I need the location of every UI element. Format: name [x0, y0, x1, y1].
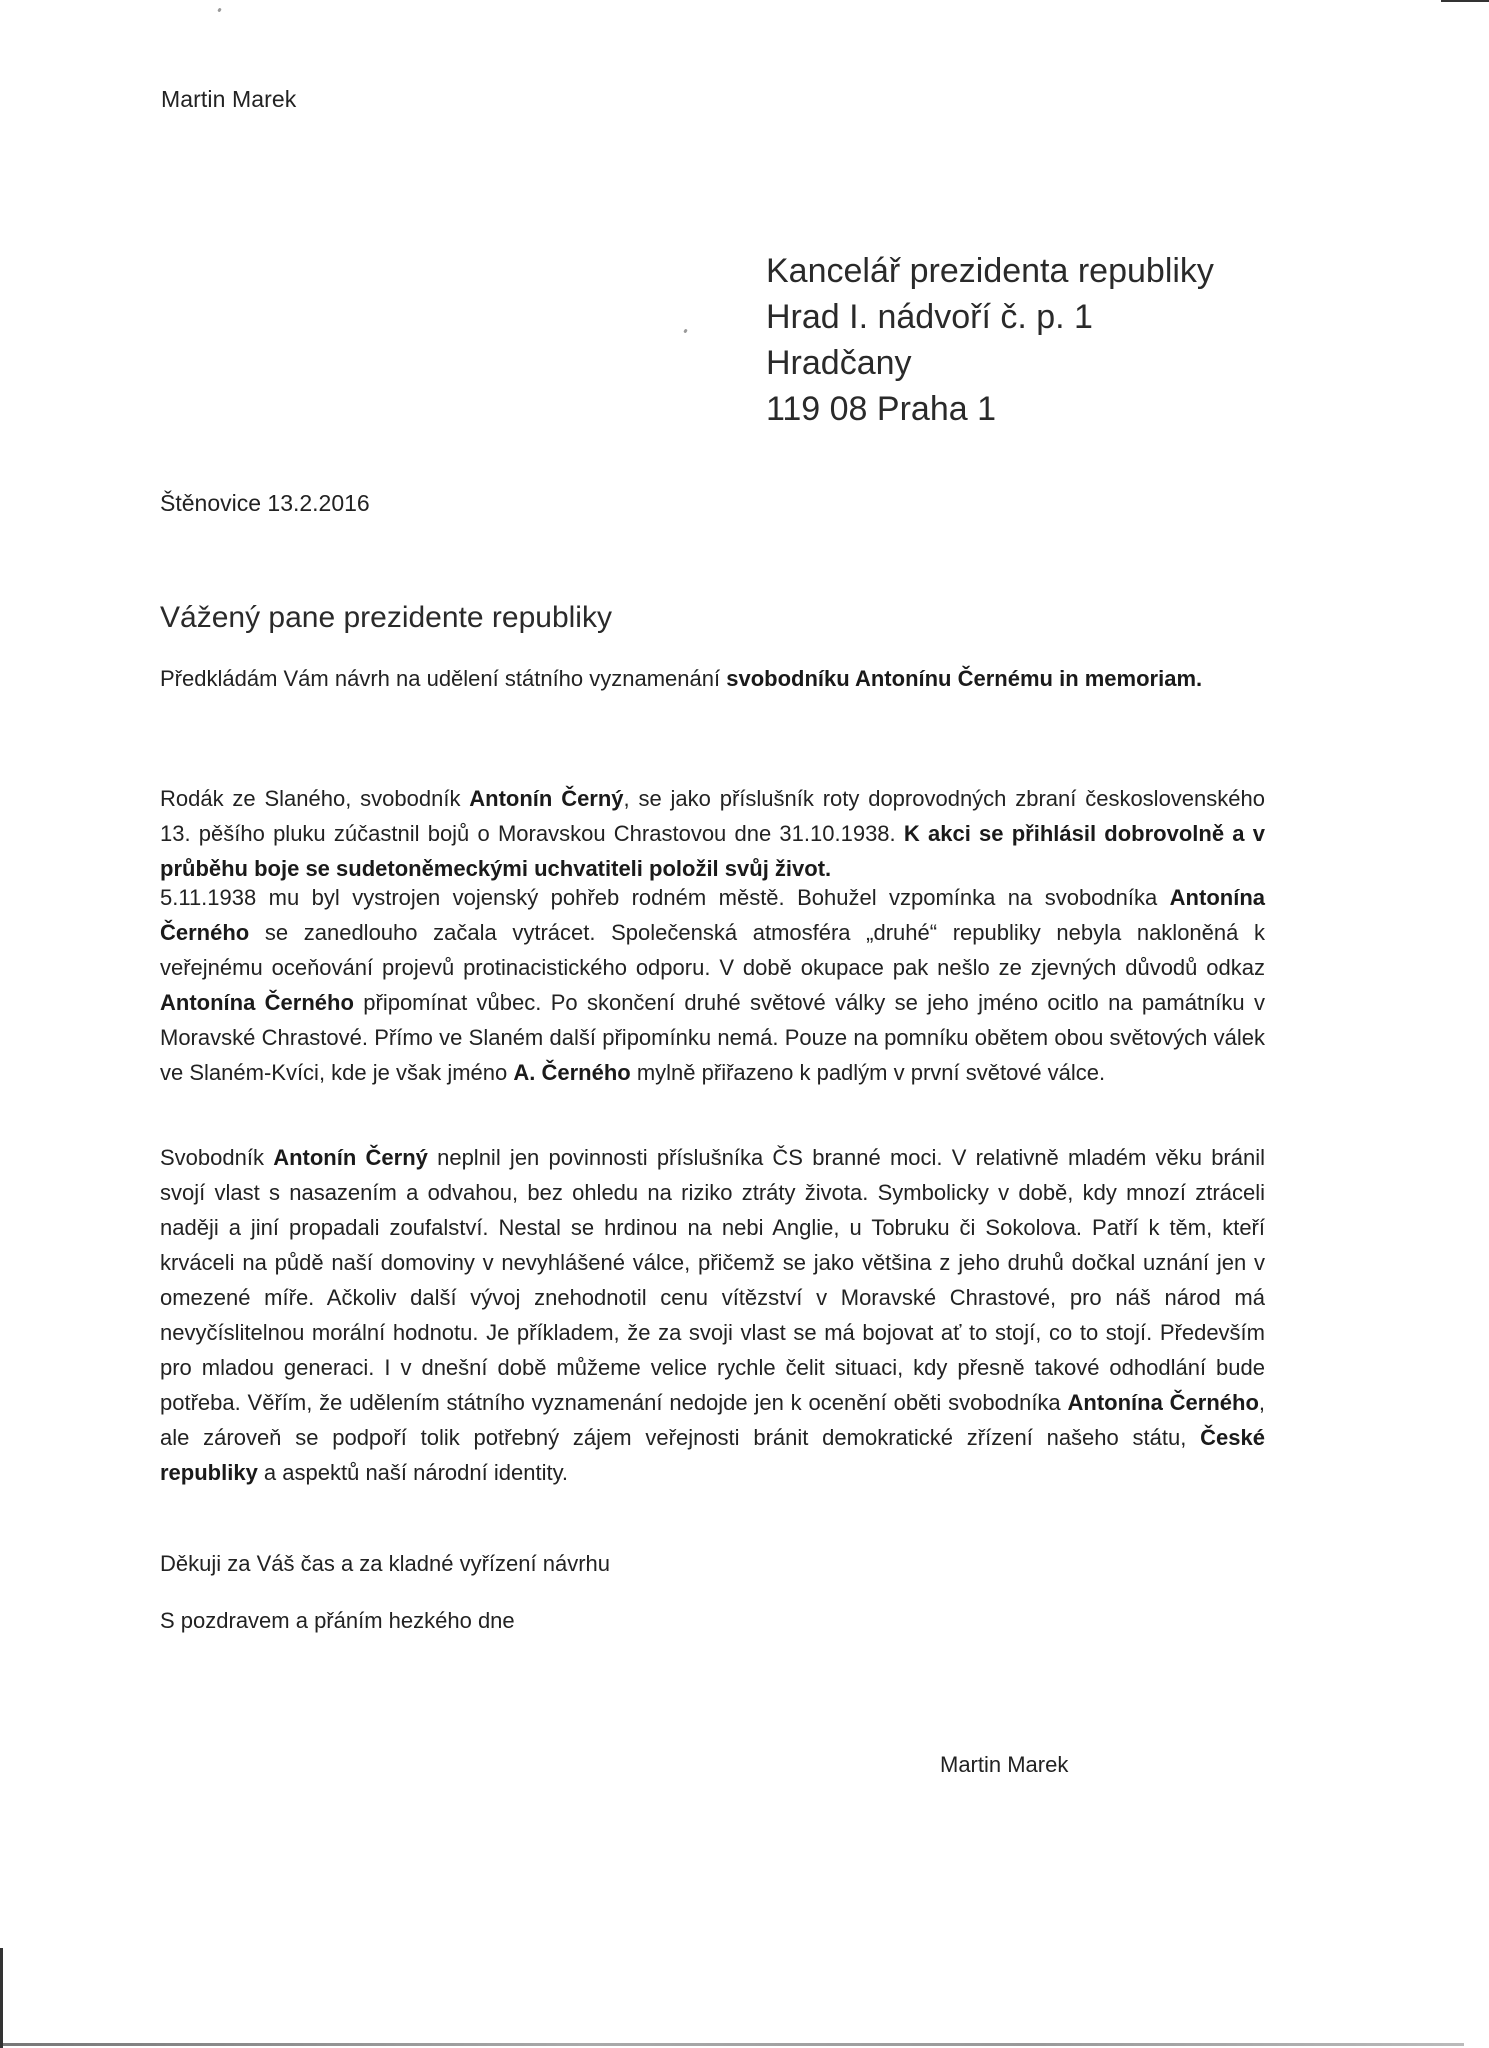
- emphasized-text: K akci se přihlásil dobrovolně a v průběhu boje se sudetoněmeckými uchvatiteli položil svůj život.: [160, 821, 1265, 881]
- emphasized-text: Antonín Černý: [273, 1145, 428, 1170]
- closing-thanks: Děkuji za Váš čas a za kladné vyřízení návrhu: [160, 1551, 611, 1576]
- paragraph-text: neplnil jen povinnosti příslušníka ČS branné moci. V relativně mladém věku bránil svojí vlast s nasazením a odvahou, bez ohledu na riziko ztráty života. Symbolicky v době, kdy mnozí ztráceli naději a jiní propadali zoufalství. Nestal se hrdinou na nebi Anglie, u Tobruku či Sokolova. Patří k těm, kteří krváceli na půdě naší domoviny v nevyhlášené válce, přičemž se jako většina z jeho druhů dočkal uznání jen v omezené míře. Ačkoliv další vývoj znehodnotil cenu vítězství v Moravské Chrastové, pro náš národ má nevyčíslitelnou morální hodnotu. Je příkladem, že za svoji vlast se má bojovat ať to stojí, co to stojí. Především pro mladou generaci. I v dnešní době můžeme velice rychle čelit situaci, kdy přesně takové odhodlání bude potřeba. Věřím, že udělením státního vyznamenání nedojde jen k ocenění oběti svobodníka: [160, 1145, 1266, 1415]
- paragraph-background: [160, 781, 1265, 886]
- scan-speck: [217, 8, 222, 13]
- recipient-address: [766, 248, 1214, 432]
- paragraph-significance: [160, 1140, 1265, 1490]
- signature-name: Martin Marek: [940, 1752, 1069, 1777]
- emphasized-text: Antonína Černého: [1067, 1390, 1259, 1415]
- paragraph-text: a aspektů naší národní identity.: [257, 1460, 569, 1485]
- emphasized-text: Antonína Černého: [160, 990, 354, 1015]
- emphasized-text: A. Černého: [513, 1060, 631, 1085]
- emphasized-text: Antonín Černý: [469, 786, 624, 811]
- paragraph-text: Svobodník: [160, 1145, 274, 1170]
- paragraph-text: , ale zároveň se podpoří tolik potřebný zájem veřejnosti bránit demokratické zřízení našeho státu,: [160, 1390, 1266, 1450]
- paragraph-text: 5.11.1938 mu byl vystrojen vojenský pohřeb rodném městě. Bohužel vzpomínka na svobodníka: [160, 885, 1170, 910]
- scan-edge-left: [0, 1948, 3, 2048]
- sender-name-header: Martin Marek: [161, 86, 297, 112]
- paragraph-text: , se jako příslušník roty doprovodných zbraní československého 13. pěšího pluku zúčastnil bojů o Moravskou Chrastovou dne 31.10.1938.: [160, 786, 1265, 846]
- emphasized-text: České republiky: [160, 1425, 1265, 1485]
- emphasized-text: Antonína Černého: [160, 885, 1265, 945]
- recipient-line-district: Hradčany: [766, 344, 912, 382]
- scan-edge-bottom: [0, 2043, 1464, 2046]
- paragraph-text: mylně přiřazeno k padlým v první světové válce.: [630, 1060, 1106, 1085]
- salutation: Vážený pane prezidente republiky: [160, 601, 612, 634]
- place-and-date: Štěnovice 13.2.2016: [160, 490, 370, 516]
- paragraph-remembrance: [160, 880, 1265, 1090]
- paragraph-proposal: [160, 661, 1265, 696]
- paragraph-text: Předkládám Vám návrh na udělení státního vyznamenání: [160, 666, 727, 691]
- scan-edge-top: [1441, 0, 1489, 2]
- recipient-line-office: Kancelář prezidenta republiky: [766, 252, 1214, 290]
- scan-speck: [683, 329, 688, 334]
- paragraph-text: připomínat vůbec. Po skončení druhé světové války se jeho jméno ocitlo na památníku v Moravské Chrastové. Přímo ve Slaném další připomínku nemá. Pouze na pomníku obětem obou světových válek ve Slaném-Kvíci, kde je však jméno: [160, 990, 1265, 1085]
- paragraph-text: Rodák ze Slaného, svobodník: [160, 786, 470, 811]
- recipient-line-street: Hrad I. nádvoří č. p. 1: [766, 298, 1093, 336]
- closing-greeting: S pozdravem a přáním hezkého dne: [160, 1608, 515, 1633]
- recipient-line-city: 119 08 Praha 1: [766, 390, 996, 428]
- emphasized-text: svobodníku Antonínu Černému in memoriam.: [726, 666, 1203, 691]
- paragraph-text: se zanedlouho začala vytrácet. Společenská atmosféra „druhé“ republiky nebyla nakloněná k veřejnému oceňování projevů protinacistického odporu. V době okupace pak nešlo ze zjevných důvodů odkaz: [160, 920, 1265, 980]
